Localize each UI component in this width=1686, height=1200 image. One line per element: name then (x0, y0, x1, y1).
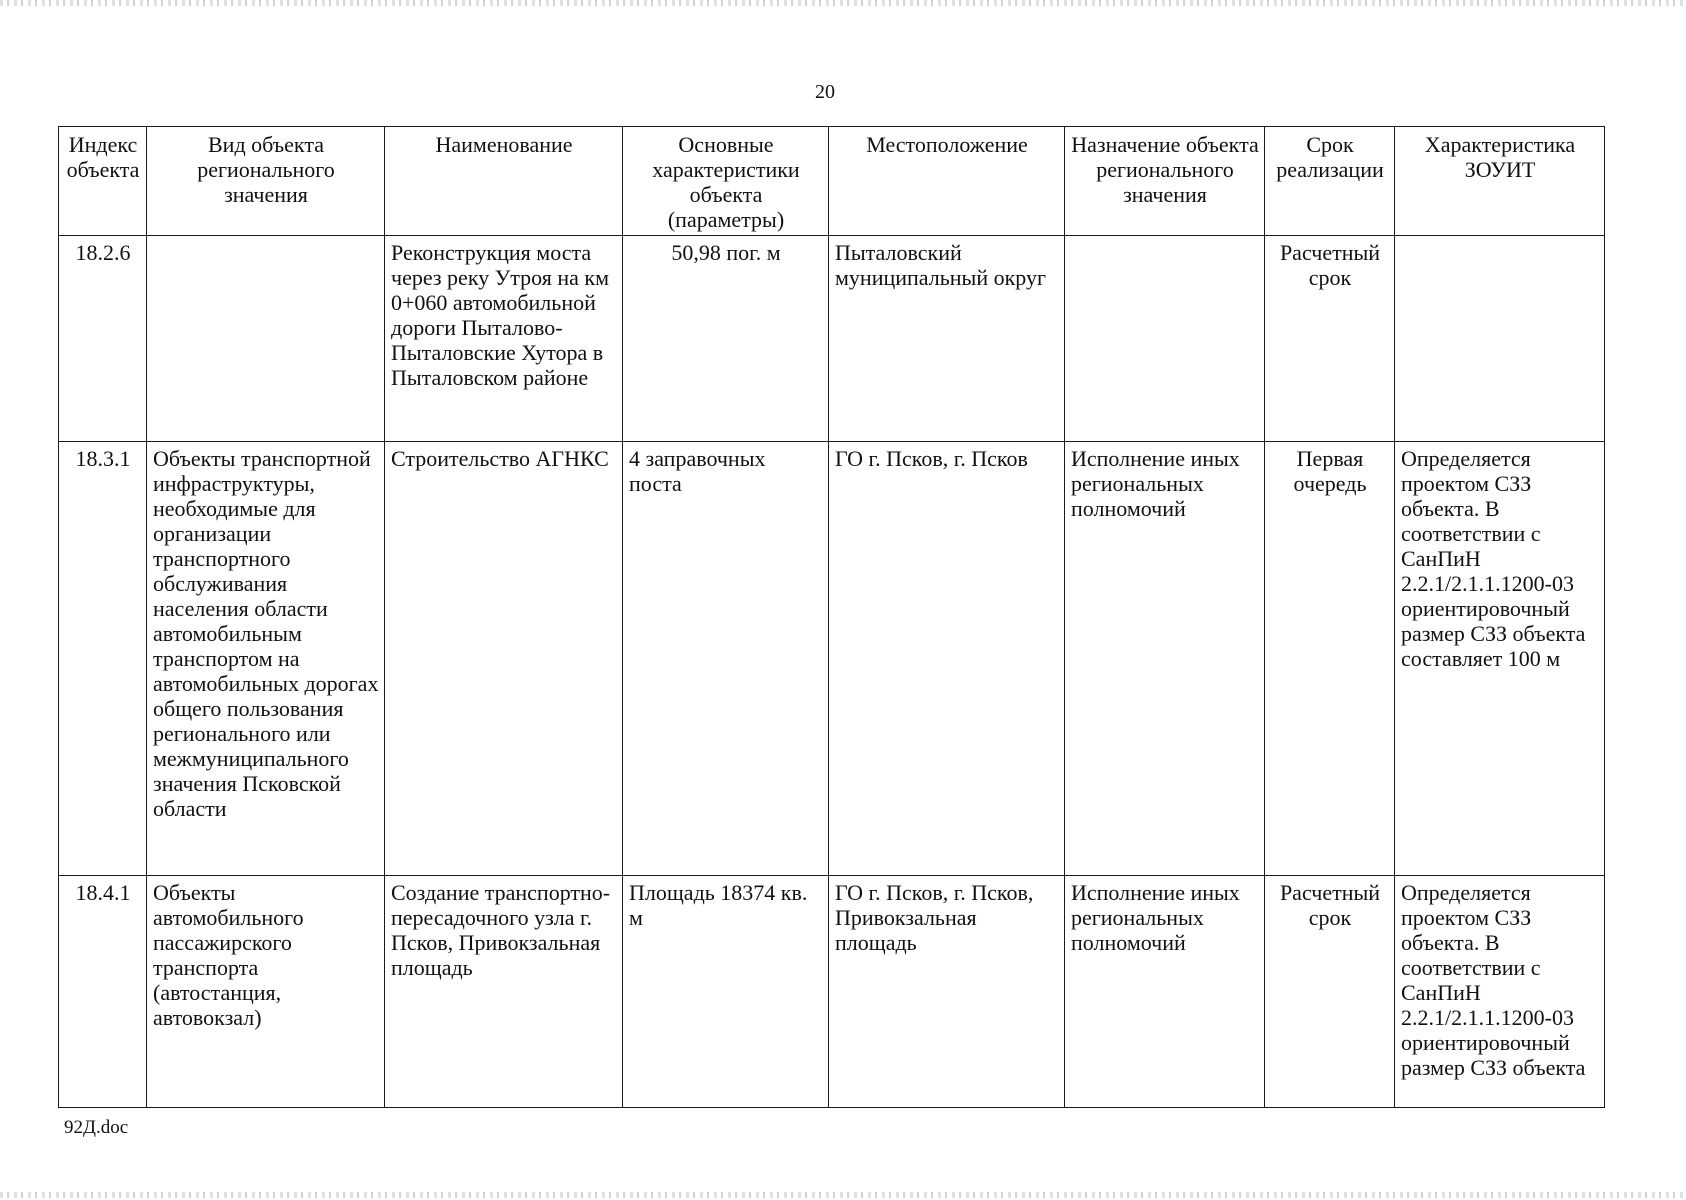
cell-index: 18.4.1 (59, 876, 147, 1108)
cell-type: Объекты автомобильного пассажирского транспорта (автостанция, автовокзал) (147, 876, 385, 1108)
cell-term: Первая очередь (1265, 442, 1395, 876)
cell-index: 18.3.1 (59, 442, 147, 876)
cell-location: Пыталовский муниципальный округ (829, 236, 1065, 442)
header-location: Местоположение (829, 127, 1065, 236)
header-params: Основные характеристики объекта (параметры) (623, 127, 829, 236)
cell-term: Расчетный срок (1265, 236, 1395, 442)
table-row (59, 236, 1605, 442)
table-row (59, 876, 1605, 1108)
cell-name: Реконструкция моста через реку Утроя на км 0+060 автомобильной дороги Пыталово-Пыталовские Хутора в Пыталовском районе (385, 236, 623, 442)
cell-type (147, 236, 385, 442)
cell-zouit: Определяется проектом СЗЗ объекта. В соответствии с СанПиН 2.2.1/2.1.1.1200-03 ориентировочный размер СЗЗ объекта (1395, 876, 1605, 1108)
cell-location: ГО г. Псков, г. Псков (829, 442, 1065, 876)
cell-params: Площадь 18374 кв. м (623, 876, 829, 1108)
page-number: 20 (815, 81, 835, 103)
footer-filename: 92Д.doc (64, 1117, 129, 1138)
cell-purpose: Исполнение иных региональных полномочий (1065, 876, 1265, 1108)
cell-term: Расчетный срок (1265, 876, 1395, 1108)
header-zouit: Характеристика ЗОУИТ (1395, 127, 1605, 236)
header-type: Вид объекта регионального значения (147, 127, 385, 236)
scan-edge-top (0, 0, 1686, 6)
cell-name: Строительство АГНКС (385, 442, 623, 876)
cell-purpose (1065, 236, 1265, 442)
cell-zouit: Определяется проектом СЗЗ объекта. В соответствии с СанПиН 2.2.1/2.1.1.1200-03 ориентировочный размер СЗЗ объекта составляет 100 м (1395, 442, 1605, 876)
cell-type: Объекты транспортной инфраструктуры, необходимые для организации транспортного обслуживания населения области автомобильным транспортом на автомобильных дорогах общего пользования регионального или межмуниципального значения Псковской области (147, 442, 385, 876)
cell-location: ГО г. Псков, г. Псков, Привокзальная площадь (829, 876, 1065, 1108)
cell-purpose: Исполнение иных региональных полномочий (1065, 442, 1265, 876)
cell-name: Создание транспортно-пересадочного узла г. Псков, Привокзальная площадь (385, 876, 623, 1108)
header-purpose: Назначение объекта регионального значения (1065, 127, 1265, 236)
objects-table (58, 126, 1605, 1108)
cell-zouit (1395, 236, 1605, 442)
cell-params: 50,98 пог. м (623, 236, 829, 442)
header-term: Срок реализации (1265, 127, 1395, 236)
table-header-row (59, 127, 1605, 236)
cell-index: 18.2.6 (59, 236, 147, 442)
table-row (59, 442, 1605, 876)
header-name: Наименование (385, 127, 623, 236)
header-index: Индекс объекта (59, 127, 147, 236)
cell-params: 4 заправочных поста (623, 442, 829, 876)
scan-edge-bottom (0, 1192, 1686, 1198)
